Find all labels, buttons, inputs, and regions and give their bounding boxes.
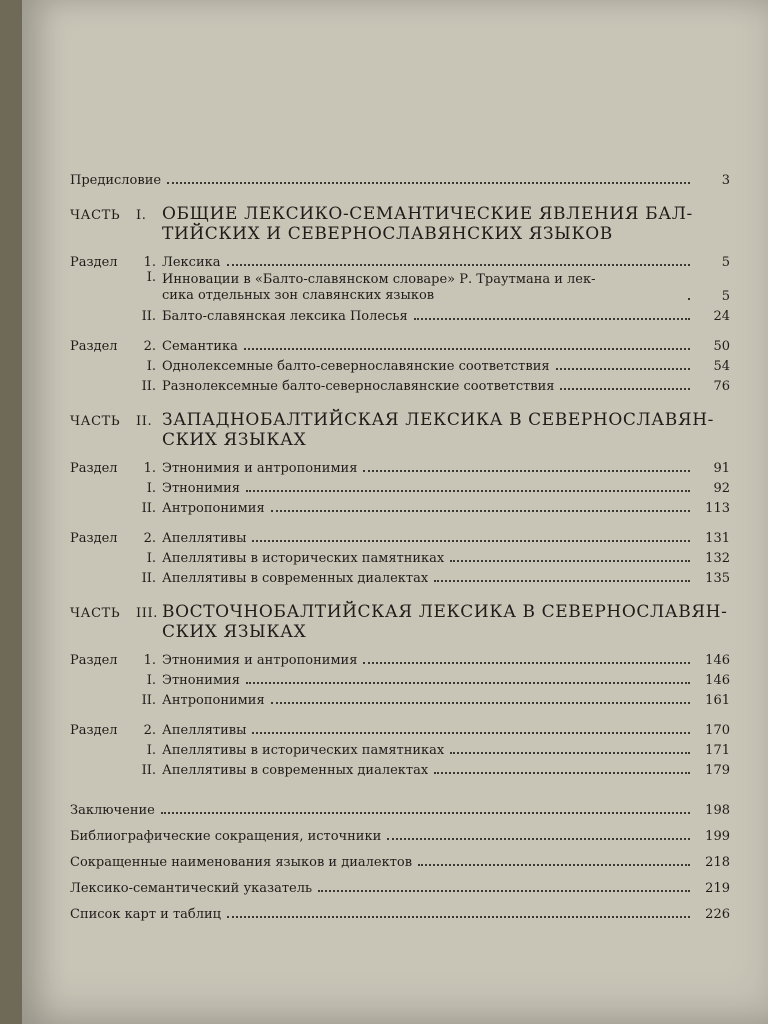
subentry-title-line1: Инновации в «Балто-славянском словаре» Р. Траутмана и лек-: [162, 272, 596, 287]
part-title-line2: СКИХ ЯЗЫКАХ: [162, 622, 307, 642]
page-number: 199: [705, 829, 730, 844]
toc-subentry: [70, 374, 730, 394]
leader-dots: [363, 662, 690, 664]
subentry-number: II.: [141, 571, 156, 586]
toc-subentry: [70, 688, 730, 708]
page-number: 219: [705, 881, 730, 896]
section-title: Семантика: [162, 339, 238, 354]
subentry-title: Этнонимия: [162, 673, 240, 688]
subentry-title: Апеллятивы в современных диалектах: [162, 763, 429, 778]
part-label: ЧАСТЬ: [70, 208, 121, 223]
subentry-title: Апеллятивы в исторических памятниках: [162, 743, 445, 758]
subentry-number: II.: [141, 763, 156, 778]
toc-subentry: [70, 758, 730, 778]
page-number: 76: [713, 379, 730, 394]
entry-title: Лексико-семантический указатель: [70, 881, 313, 896]
page-number: 92: [713, 481, 730, 496]
leader-dots: [227, 916, 690, 918]
entry-title: Предисловие: [70, 173, 162, 188]
toc-entry-maps-tables: [70, 896, 730, 922]
leader-dots: [252, 732, 690, 734]
part-title-line1: ОБЩИЕ ЛЕКСИКО-СЕМАНТИЧЕСКИЕ ЯВЛЕНИЯ БАЛ-: [162, 204, 693, 224]
subentry-title: Этнонимия: [162, 481, 240, 496]
subentry-number: II.: [141, 309, 156, 324]
leader-dots: [560, 388, 690, 390]
book-page: [22, 0, 768, 1024]
page-number: 146: [705, 673, 730, 688]
page-number: 179: [705, 763, 730, 778]
part-title-line2: ТИЙСКИХ И СЕВЕРНОСЛАВЯНСКИХ ЯЗЫКОВ: [162, 224, 613, 244]
page-number: 226: [705, 907, 730, 922]
section-label: Раздел: [70, 255, 118, 270]
leader-dots: [227, 264, 691, 266]
entry-title: Библиографические сокращения, источники: [70, 829, 382, 844]
toc-section: [70, 456, 730, 476]
section-number: 1.: [143, 653, 156, 668]
subentry-title: Антропонимия: [162, 693, 265, 708]
page-number: 91: [713, 461, 730, 476]
table-of-contents: [70, 168, 730, 922]
page-number: 170: [705, 723, 730, 738]
leader-dots: [450, 752, 690, 754]
subentry-number: I.: [146, 270, 156, 285]
toc-section: [70, 526, 730, 546]
subentry-title: [162, 272, 682, 304]
leader-dots: [418, 864, 690, 866]
section-number: 1.: [143, 255, 156, 270]
subentry-number: I.: [146, 743, 156, 758]
page-number: 132: [705, 551, 730, 566]
section-number: 2.: [143, 339, 156, 354]
subentry-number: I.: [146, 481, 156, 496]
section-label: Раздел: [70, 723, 118, 738]
part-number: I.: [136, 208, 147, 223]
part-heading-1: [70, 204, 730, 244]
leader-dots: [271, 510, 690, 512]
page-number: 131: [705, 531, 730, 546]
entry-title: Сокращенные наименования языков и диалектов: [70, 855, 413, 870]
leader-dots: [434, 772, 690, 774]
leader-dots: [271, 702, 690, 704]
subentry-title: Апеллятивы в современных диалектах: [162, 571, 429, 586]
page-number: 135: [705, 571, 730, 586]
toc-subentry: [70, 668, 730, 688]
toc-entry-index: [70, 870, 730, 896]
section-number: 2.: [143, 723, 156, 738]
part-number: II.: [136, 414, 153, 429]
part-title-line1: ВОСТОЧНОБАЛТИЙСКАЯ ЛЕКСИКА В СЕВЕРНОСЛАВЯН-: [162, 602, 728, 622]
part-heading-3: [70, 602, 730, 642]
part-label: ЧАСТЬ: [70, 606, 121, 621]
entry-title: Список карт и таблиц: [70, 907, 222, 922]
page-number: 171: [705, 743, 730, 758]
section-label: Раздел: [70, 339, 118, 354]
leader-dots: [246, 490, 690, 492]
page-number: 50: [713, 339, 730, 354]
leader-dots: [363, 470, 690, 472]
page-number: 54: [713, 359, 730, 374]
subentry-title: Антропонимия: [162, 501, 265, 516]
subentry-number: II.: [141, 693, 156, 708]
toc-entry-conclusion: [70, 792, 730, 818]
toc-subentry: [70, 496, 730, 516]
section-label: Раздел: [70, 531, 118, 546]
toc-subentry: [70, 270, 730, 304]
leader-dots: [252, 540, 690, 542]
section-title: Апеллятивы: [162, 723, 247, 738]
leader-dots: [434, 580, 690, 582]
toc-entry-preface: [70, 168, 730, 188]
section-title: Этнонимия и антропонимия: [162, 653, 358, 668]
section-title: Лексика: [162, 255, 221, 270]
leader-dots: [556, 368, 690, 370]
section-number: 1.: [143, 461, 156, 476]
subentry-number: II.: [141, 379, 156, 394]
part-title-line1: ЗАПАДНОБАЛТИЙСКАЯ ЛЕКСИКА В СЕВЕРНОСЛАВЯН-: [162, 410, 714, 430]
page-number: 161: [705, 693, 730, 708]
page-number: 218: [705, 855, 730, 870]
toc-subentry: [70, 354, 730, 374]
section-label: Раздел: [70, 653, 118, 668]
section-number: 2.: [143, 531, 156, 546]
leader-dots: [450, 560, 690, 562]
toc-section: [70, 250, 730, 270]
page-number: 3: [721, 173, 730, 188]
toc-subentry: [70, 304, 730, 324]
subentry-title: Апеллятивы в исторических памятниках: [162, 551, 445, 566]
leader-dots: [688, 298, 690, 300]
toc-subentry: [70, 738, 730, 758]
leader-dots: [167, 182, 690, 184]
page-number: 5: [721, 255, 730, 270]
section-title: Этнонимия и антропонимия: [162, 461, 358, 476]
subentry-title: Однолексемные балто-севернославянские соответствия: [162, 359, 550, 374]
part-heading-2: [70, 410, 730, 450]
page-number: 113: [705, 501, 730, 516]
subentry-number: I.: [146, 673, 156, 688]
toc-section: [70, 718, 730, 738]
entry-title: Заключение: [70, 803, 155, 818]
toc-entry-bibliography: [70, 818, 730, 844]
part-title-line2: СКИХ ЯЗЫКАХ: [162, 430, 307, 450]
subentry-title: Разнолексемные балто-севернославянские соответствия: [162, 379, 555, 394]
subentry-title-line2: сика отдельных зон славянских языков: [162, 288, 435, 303]
section-label: Раздел: [70, 461, 118, 476]
toc-subentry: [70, 566, 730, 586]
part-label: ЧАСТЬ: [70, 414, 121, 429]
subentry-title: Балто-славянская лексика Полесья: [162, 309, 408, 324]
leader-dots: [244, 348, 690, 350]
section-title: Апеллятивы: [162, 531, 247, 546]
subentry-number: I.: [146, 551, 156, 566]
page-number: 24: [713, 309, 730, 324]
toc-section: [70, 334, 730, 354]
toc-entry-abbreviations: [70, 844, 730, 870]
page-number: 198: [705, 803, 730, 818]
part-number: III.: [136, 606, 158, 621]
page-number: 5: [721, 289, 730, 304]
toc-subentry: [70, 546, 730, 566]
leader-dots: [414, 318, 690, 320]
subentry-number: I.: [146, 359, 156, 374]
subentry-number: II.: [141, 501, 156, 516]
toc-subentry: [70, 476, 730, 496]
page-number: 146: [705, 653, 730, 668]
leader-dots: [318, 890, 690, 892]
leader-dots: [387, 838, 690, 840]
leader-dots: [161, 812, 690, 814]
toc-section: [70, 648, 730, 668]
leader-dots: [246, 682, 690, 684]
